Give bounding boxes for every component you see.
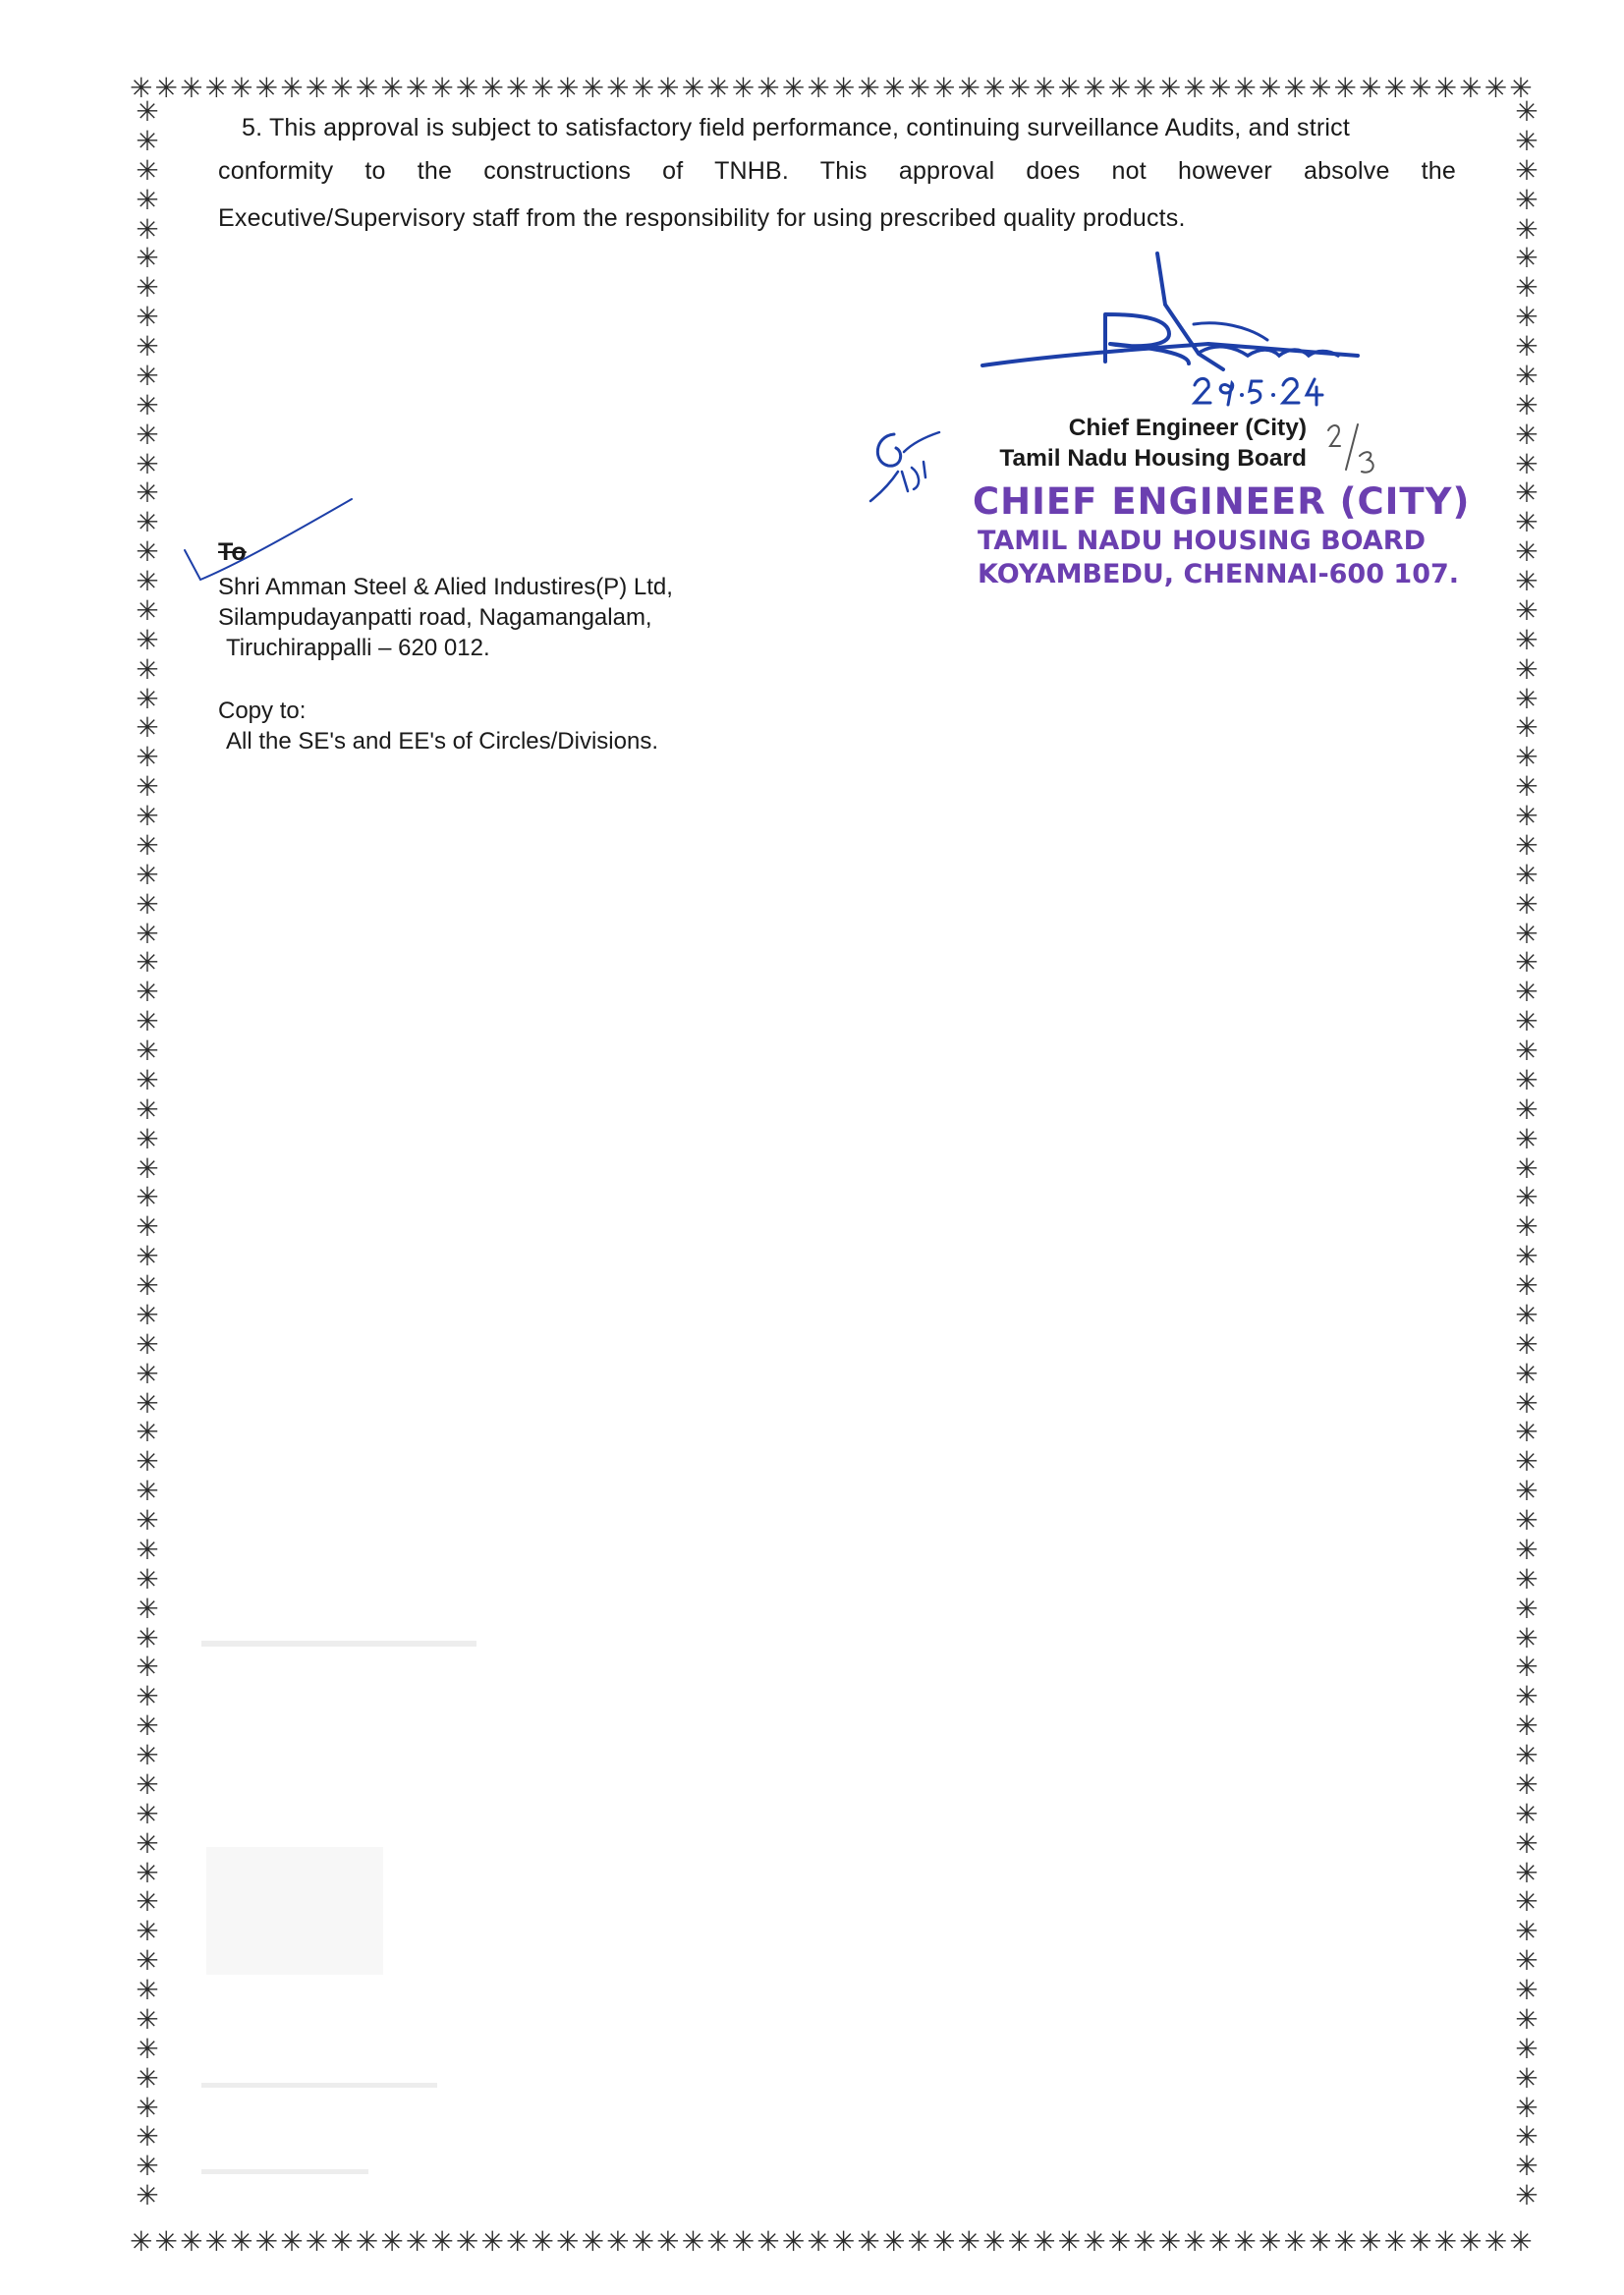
border-star: ✳ <box>136 1181 159 1214</box>
border-star: ✳ <box>1515 359 1539 392</box>
border-star: ✳ <box>1515 1298 1539 1331</box>
border-star: ✳ <box>907 72 930 104</box>
border-star: ✳ <box>756 2225 780 2258</box>
border-star: ✳ <box>1007 72 1032 104</box>
border-star: ✳ <box>556 2225 580 2258</box>
border-star: ✳ <box>136 593 159 627</box>
border-star: ✳ <box>1515 476 1539 510</box>
border-star: ✳ <box>136 271 159 305</box>
border-star: ✳ <box>681 2225 705 2258</box>
border-star: ✳ <box>1515 917 1539 950</box>
border-star: ✳ <box>1383 72 1408 104</box>
border-star: ✳ <box>1515 1621 1539 1654</box>
border-star: ✳ <box>531 72 554 104</box>
border-star: ✳ <box>1057 72 1082 104</box>
border-star: ✳ <box>136 1797 159 1830</box>
border-star: ✳ <box>204 72 229 104</box>
border-star: ✳ <box>136 1092 159 1126</box>
border-star: ✳ <box>1515 1856 1539 1889</box>
border-star: ✳ <box>1183 72 1206 104</box>
border-star: ✳ <box>1515 770 1539 804</box>
border-star: ✳ <box>1509 2225 1533 2258</box>
border-star: ✳ <box>881 72 906 104</box>
border-star: ✳ <box>136 1240 159 1273</box>
border-star: ✳ <box>254 2225 279 2258</box>
border-star: ✳ <box>136 1122 159 1155</box>
border-star: ✳ <box>136 1709 159 1743</box>
border-star: ✳ <box>136 1739 159 1771</box>
border-bottom <box>130 2222 1533 2262</box>
border-star: ✳ <box>1515 1915 1539 1948</box>
border-star: ✳ <box>136 1445 159 1479</box>
border-star: ✳ <box>1515 946 1539 980</box>
border-star: ✳ <box>1515 1386 1539 1420</box>
border-star: ✳ <box>230 72 253 104</box>
border-star: ✳ <box>154 72 178 104</box>
border-star: ✳ <box>1515 1327 1539 1361</box>
border-star: ✳ <box>136 917 159 950</box>
border-star: ✳ <box>136 1035 159 1067</box>
border-star: ✳ <box>136 2032 159 2065</box>
border-star: ✳ <box>136 2002 159 2036</box>
border-star: ✳ <box>136 1885 159 1919</box>
border-star: ✳ <box>631 72 655 104</box>
border-star: ✳ <box>1515 1445 1539 1479</box>
border-star: ✳ <box>1515 1533 1539 1566</box>
border-star: ✳ <box>907 2225 930 2258</box>
border-star: ✳ <box>1515 242 1539 275</box>
border-star: ✳ <box>1515 1269 1539 1302</box>
border-star: ✳ <box>455 72 479 104</box>
border-star: ✳ <box>280 72 304 104</box>
border-star: ✳ <box>355 72 379 104</box>
border-star: ✳ <box>136 1416 159 1449</box>
handwritten-date <box>1191 373 1328 413</box>
border-star: ✳ <box>1283 72 1307 104</box>
border-star: ✳ <box>136 124 159 157</box>
border-star: ✳ <box>1258 2225 1282 2258</box>
border-star: ✳ <box>1515 1035 1539 1067</box>
border-star: ✳ <box>136 1826 159 1860</box>
border-star: ✳ <box>136 447 159 480</box>
border-star: ✳ <box>136 711 159 745</box>
paragraph-line-1: 5. This approval is subject to satisfactory field performance, continuing surveillance Audits, and strict <box>242 114 1351 141</box>
official-stamp <box>973 479 1470 591</box>
border-star: ✳ <box>136 330 159 363</box>
border-star: ✳ <box>1157 72 1182 104</box>
border-star: ✳ <box>505 2225 530 2258</box>
border-star: ✳ <box>1515 976 1539 1009</box>
border-star: ✳ <box>1515 711 1539 745</box>
border-star: ✳ <box>1515 1826 1539 1860</box>
border-star: ✳ <box>857 72 880 104</box>
border-star: ✳ <box>136 418 159 451</box>
border-star: ✳ <box>1515 1739 1539 1771</box>
border-star: ✳ <box>1258 72 1282 104</box>
border-star: ✳ <box>136 946 159 980</box>
border-star: ✳ <box>1515 418 1539 451</box>
border-star: ✳ <box>1515 828 1539 862</box>
border-star: ✳ <box>681 72 705 104</box>
border-star: ✳ <box>1515 1416 1539 1449</box>
border-star: ✳ <box>136 623 159 656</box>
recipient-address <box>218 572 673 663</box>
border-star: ✳ <box>136 770 159 804</box>
border-star: ✳ <box>982 72 1006 104</box>
border-star: ✳ <box>130 72 153 104</box>
border-star: ✳ <box>136 242 159 275</box>
border-star: ✳ <box>1308 72 1332 104</box>
border-star: ✳ <box>136 183 159 216</box>
border-star: ✳ <box>581 72 605 104</box>
border-star: ✳ <box>136 1269 159 1302</box>
border-star: ✳ <box>1007 2225 1032 2258</box>
stamp-line-1: CHIEF ENGINEER (CITY) <box>973 480 1471 523</box>
border-star: ✳ <box>1515 2150 1539 2183</box>
border-star: ✳ <box>1515 388 1539 421</box>
border-star: ✳ <box>1515 330 1539 363</box>
border-star: ✳ <box>831 72 856 104</box>
border-star: ✳ <box>136 741 159 774</box>
stamp-line-3: KOYAMBEDU, CHENNAI-600 107. <box>978 559 1460 589</box>
border-star: ✳ <box>136 1944 159 1978</box>
border-star: ✳ <box>1515 2179 1539 2211</box>
border-star: ✳ <box>881 2225 906 2258</box>
border-star: ✳ <box>606 2225 630 2258</box>
border-star: ✳ <box>136 98 159 128</box>
border-star: ✳ <box>180 72 203 104</box>
border-star: ✳ <box>606 72 630 104</box>
border-star: ✳ <box>1515 1885 1539 1919</box>
border-star: ✳ <box>330 2225 354 2258</box>
border-star: ✳ <box>136 2120 159 2154</box>
recipient-line-1: Shri Amman Steel & Alied Industires(P) Ltd, <box>218 574 673 600</box>
border-star: ✳ <box>1515 858 1539 891</box>
border-star: ✳ <box>136 153 159 187</box>
border-star: ✳ <box>1383 2225 1408 2258</box>
border-star: ✳ <box>480 2225 504 2258</box>
border-star: ✳ <box>136 858 159 891</box>
border-star: ✳ <box>1283 2225 1307 2258</box>
border-star: ✳ <box>430 72 454 104</box>
border-star: ✳ <box>136 1856 159 1889</box>
border-star: ✳ <box>254 72 279 104</box>
border-star: ✳ <box>631 2225 655 2258</box>
border-star: ✳ <box>136 1621 159 1654</box>
border-star: ✳ <box>1515 1181 1539 1214</box>
border-star: ✳ <box>1459 72 1483 104</box>
border-star: ✳ <box>731 2225 756 2258</box>
border-star: ✳ <box>380 72 404 104</box>
border-star: ✳ <box>1515 1122 1539 1155</box>
border-star: ✳ <box>136 800 159 832</box>
border-star: ✳ <box>136 301 159 334</box>
border-star: ✳ <box>1515 1475 1539 1508</box>
border-star: ✳ <box>1515 1092 1539 1126</box>
border-star: ✳ <box>136 212 159 246</box>
border-star: ✳ <box>1133 2225 1156 2258</box>
border-star: ✳ <box>1515 1063 1539 1096</box>
border-star: ✳ <box>1057 2225 1082 2258</box>
border-star: ✳ <box>1515 301 1539 334</box>
border-star: ✳ <box>531 2225 554 2258</box>
border-star: ✳ <box>1515 565 1539 597</box>
border-star: ✳ <box>1409 2225 1432 2258</box>
border-star: ✳ <box>1515 1651 1539 1684</box>
border-star: ✳ <box>1333 72 1357 104</box>
border-star: ✳ <box>982 2225 1006 2258</box>
border-star: ✳ <box>932 2225 956 2258</box>
border-star: ✳ <box>731 72 756 104</box>
signatory-title: Chief Engineer (City) <box>1068 415 1307 441</box>
border-star: ✳ <box>136 535 159 569</box>
border-star: ✳ <box>1515 1151 1539 1185</box>
border-star: ✳ <box>136 1915 159 1948</box>
border-star: ✳ <box>230 2225 253 2258</box>
border-star: ✳ <box>1515 153 1539 187</box>
border-star: ✳ <box>180 2225 203 2258</box>
border-star: ✳ <box>1484 72 1508 104</box>
border-star: ✳ <box>831 2225 856 2258</box>
border-star: ✳ <box>136 1504 159 1537</box>
border-star: ✳ <box>136 1533 159 1566</box>
border-star: ✳ <box>305 72 329 104</box>
border-star: ✳ <box>756 72 780 104</box>
border-star: ✳ <box>280 2225 304 2258</box>
border-star: ✳ <box>1515 1005 1539 1038</box>
border-star: ✳ <box>1515 2120 1539 2154</box>
border-star: ✳ <box>1515 1562 1539 1595</box>
border-star: ✳ <box>136 1210 159 1244</box>
border-star: ✳ <box>136 1562 159 1595</box>
border-star: ✳ <box>781 2225 806 2258</box>
paragraph-line-2: conformity to the constructions of TNHB. This approval does not however absolve the <box>218 157 1456 185</box>
border-star: ✳ <box>1515 1974 1539 2006</box>
border-star: ✳ <box>1515 2032 1539 2065</box>
border-star: ✳ <box>1515 800 1539 832</box>
border-star: ✳ <box>1515 1240 1539 1273</box>
border-star: ✳ <box>581 2225 605 2258</box>
border-star: ✳ <box>1107 72 1132 104</box>
border-star: ✳ <box>136 2061 159 2095</box>
border-star: ✳ <box>1359 2225 1382 2258</box>
border-star: ✳ <box>136 1767 159 1801</box>
border-star: ✳ <box>1083 2225 1106 2258</box>
stamp-line-2: TAMIL NADU HOUSING BOARD <box>978 526 1426 556</box>
border-star: ✳ <box>1207 2225 1232 2258</box>
border-star: ✳ <box>136 1357 159 1390</box>
border-star: ✳ <box>136 1974 159 2006</box>
border-star: ✳ <box>1515 1504 1539 1537</box>
border-star: ✳ <box>1515 124 1539 157</box>
border-top <box>130 69 1533 108</box>
scan-artifact <box>201 1641 476 1647</box>
border-star: ✳ <box>430 2225 454 2258</box>
border-star: ✳ <box>1515 652 1539 686</box>
border-star: ✳ <box>1308 2225 1332 2258</box>
border-star: ✳ <box>1515 1592 1539 1625</box>
border-star: ✳ <box>1033 2225 1056 2258</box>
border-star: ✳ <box>136 2091 159 2124</box>
border-star: ✳ <box>405 72 429 104</box>
border-star: ✳ <box>1515 2002 1539 2036</box>
paragraph-line-3: Executive/Supervisory staff from the responsibility for using prescribed quality products. <box>218 204 1186 232</box>
border-star: ✳ <box>1515 887 1539 921</box>
border-star: ✳ <box>706 72 730 104</box>
border-star: ✳ <box>807 72 830 104</box>
border-star: ✳ <box>1515 183 1539 216</box>
border-star: ✳ <box>1515 2091 1539 2124</box>
border-star: ✳ <box>330 72 354 104</box>
border-star: ✳ <box>136 1151 159 1185</box>
border-star: ✳ <box>656 2225 680 2258</box>
border-star: ✳ <box>136 652 159 686</box>
border-star: ✳ <box>1333 2225 1357 2258</box>
border-star: ✳ <box>136 1680 159 1713</box>
border-star: ✳ <box>1459 2225 1483 2258</box>
border-star: ✳ <box>1515 212 1539 246</box>
border-star: ✳ <box>136 1298 159 1331</box>
border-star: ✳ <box>455 2225 479 2258</box>
border-star: ✳ <box>136 1327 159 1361</box>
border-star: ✳ <box>136 976 159 1009</box>
border-star: ✳ <box>1515 506 1539 539</box>
scan-artifact <box>206 1847 383 1975</box>
border-star: ✳ <box>1515 593 1539 627</box>
border-star: ✳ <box>405 2225 429 2258</box>
border-star: ✳ <box>1515 1210 1539 1244</box>
signatory-org: Tamil Nadu Housing Board <box>999 445 1307 472</box>
border-star: ✳ <box>1515 535 1539 569</box>
border-star: ✳ <box>1515 1357 1539 1390</box>
border-star: ✳ <box>706 2225 730 2258</box>
border-star: ✳ <box>136 1005 159 1038</box>
border-star: ✳ <box>505 72 530 104</box>
border-star: ✳ <box>656 72 680 104</box>
border-star: ✳ <box>136 1475 159 1508</box>
border-star: ✳ <box>932 72 956 104</box>
border-star: ✳ <box>1515 1944 1539 1978</box>
border-star: ✳ <box>355 2225 379 2258</box>
border-star: ✳ <box>380 2225 404 2258</box>
approval-paragraph-end <box>218 195 1456 243</box>
border-star: ✳ <box>1433 2225 1458 2258</box>
border-star: ✳ <box>1515 271 1539 305</box>
copy-to-block <box>218 696 658 756</box>
border-star: ✳ <box>154 2225 178 2258</box>
recipient-line-3: Tiruchirappalli – 620 012. <box>226 635 490 661</box>
border-star: ✳ <box>1515 1709 1539 1743</box>
border-star: ✳ <box>1107 2225 1132 2258</box>
border-star: ✳ <box>136 388 159 421</box>
border-star: ✳ <box>1515 741 1539 774</box>
border-star: ✳ <box>1515 447 1539 480</box>
border-star: ✳ <box>136 828 159 862</box>
border-star: ✳ <box>136 2150 159 2183</box>
border-star: ✳ <box>781 72 806 104</box>
border-star: ✳ <box>305 2225 329 2258</box>
border-star: ✳ <box>1515 623 1539 656</box>
border-star: ✳ <box>136 565 159 597</box>
scan-artifact <box>201 2083 437 2088</box>
copy-to-line-1: All the SE's and EE's of Circles/Divisions. <box>226 728 658 755</box>
border-star: ✳ <box>1433 72 1458 104</box>
border-star: ✳ <box>136 359 159 392</box>
border-star: ✳ <box>136 1386 159 1420</box>
border-star: ✳ <box>1515 1797 1539 1830</box>
signatory-block <box>982 413 1307 474</box>
recipient-line-2: Silampudayanpatti road, Nagamangalam, <box>218 604 652 631</box>
border-star: ✳ <box>136 682 159 715</box>
initials-scribble <box>865 422 953 511</box>
border-star: ✳ <box>1515 1680 1539 1713</box>
copy-to-label: Copy to: <box>218 698 307 724</box>
border-star: ✳ <box>136 1651 159 1684</box>
border-star: ✳ <box>1509 72 1533 104</box>
border-star: ✳ <box>130 2225 153 2258</box>
border-star: ✳ <box>556 72 580 104</box>
border-star: ✳ <box>1233 72 1257 104</box>
border-star: ✳ <box>1515 682 1539 715</box>
border-star: ✳ <box>204 2225 229 2258</box>
border-right <box>1507 98 1546 2211</box>
approval-paragraph-cont <box>218 147 1456 196</box>
border-star: ✳ <box>1484 2225 1508 2258</box>
border-star: ✳ <box>1515 98 1539 128</box>
border-star: ✳ <box>480 72 504 104</box>
to-label: To <box>218 538 247 566</box>
border-star: ✳ <box>1359 72 1382 104</box>
border-star: ✳ <box>136 1592 159 1625</box>
border-star: ✳ <box>1183 2225 1206 2258</box>
border-star: ✳ <box>136 887 159 921</box>
border-star: ✳ <box>136 2179 159 2211</box>
border-star: ✳ <box>136 1063 159 1096</box>
border-star: ✳ <box>1083 72 1106 104</box>
border-star: ✳ <box>1157 2225 1182 2258</box>
border-star: ✳ <box>1207 72 1232 104</box>
border-star: ✳ <box>1033 72 1056 104</box>
border-star: ✳ <box>136 476 159 510</box>
border-star: ✳ <box>1133 72 1156 104</box>
border-star: ✳ <box>1515 1767 1539 1801</box>
border-star: ✳ <box>807 2225 830 2258</box>
border-star: ✳ <box>957 2225 980 2258</box>
page-mark <box>1324 420 1383 479</box>
border-star: ✳ <box>957 72 980 104</box>
scan-artifact <box>201 2169 368 2174</box>
border-star: ✳ <box>136 506 159 539</box>
border-star: ✳ <box>1233 2225 1257 2258</box>
border-star: ✳ <box>857 2225 880 2258</box>
border-left <box>128 98 167 2211</box>
border-star: ✳ <box>1409 72 1432 104</box>
approval-paragraph <box>218 104 1456 152</box>
border-star: ✳ <box>1515 2061 1539 2095</box>
